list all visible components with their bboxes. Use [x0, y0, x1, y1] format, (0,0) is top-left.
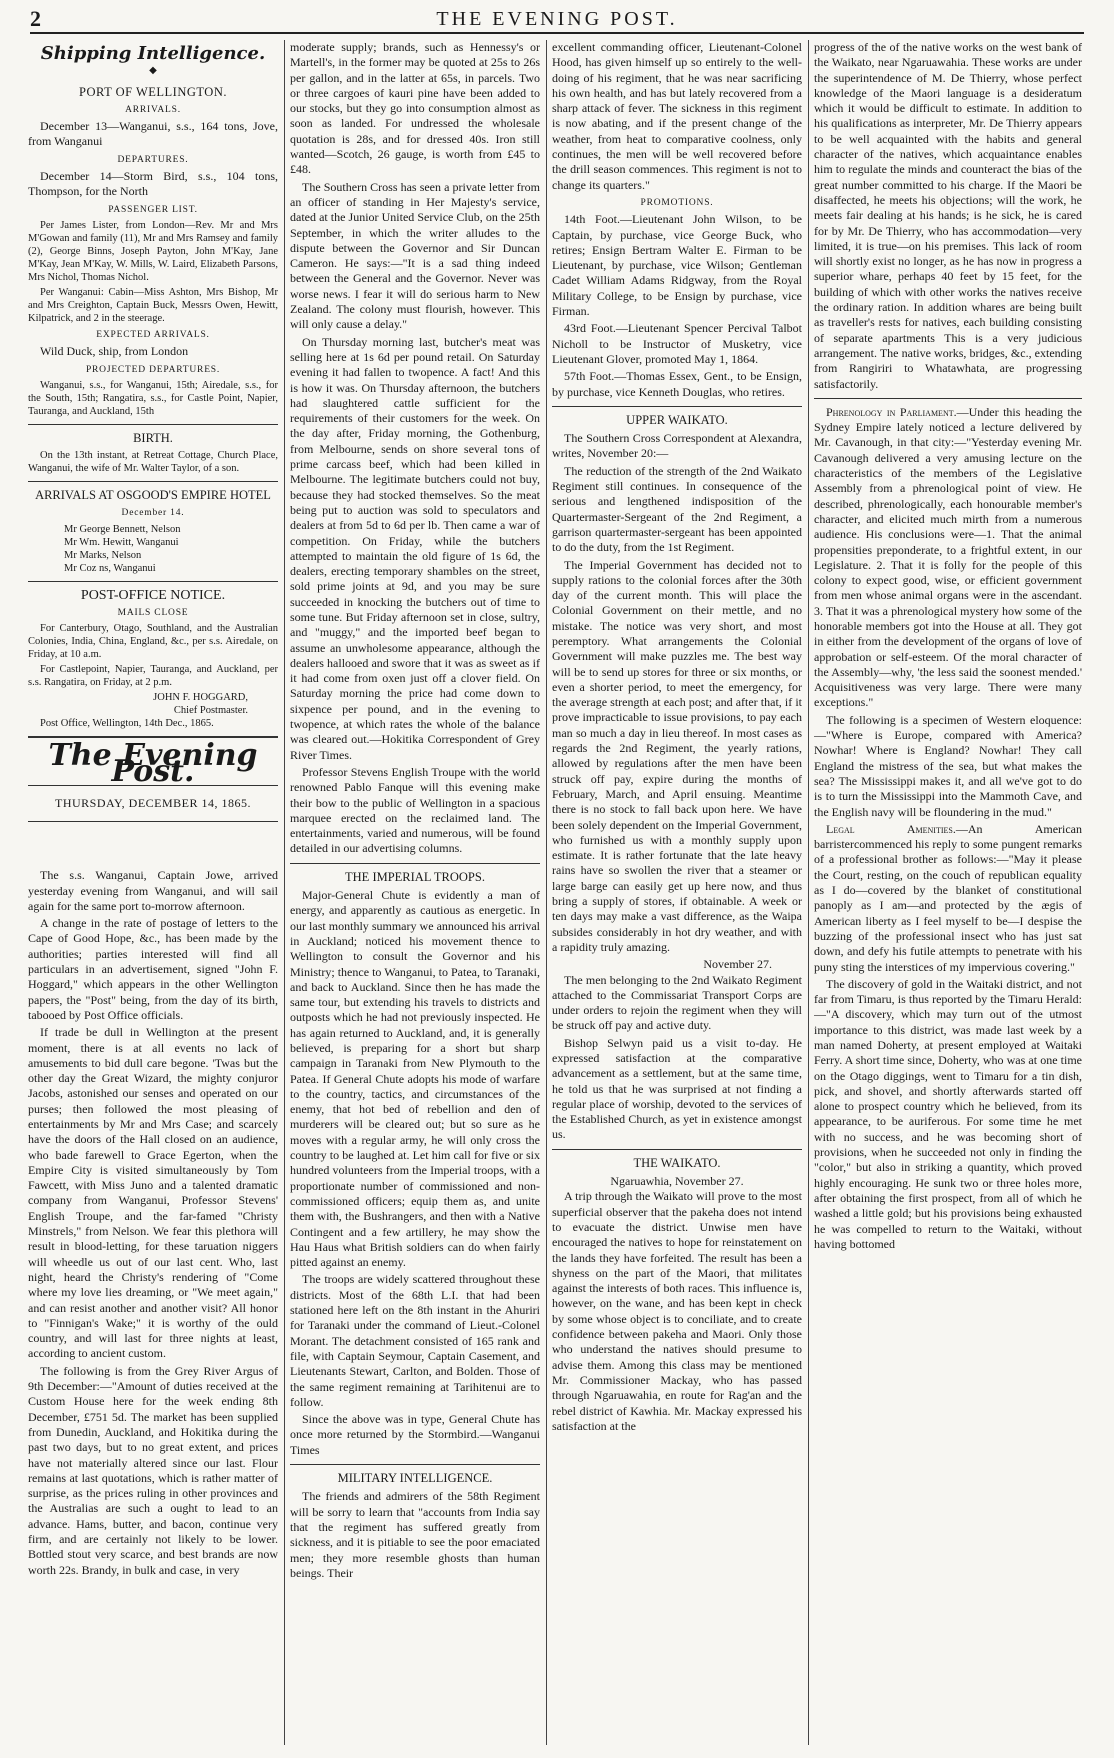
phrenology-label: Phrenology in Parliament.	[826, 404, 957, 419]
phrenology-text: —Under this heading the Sydney Empire lately noticed a lecture delivered by Mr. Cavanough, in that city:—"Yesterday evening Mr. Cavanough delivered a very amusing lecture on the characteristics of the members of the Legislative Assembly from a phrenological point of view. He described, phrenologically, each honourable member's character, and elicited much mirth from a numerous audience. His conclusions were—1. That the animal propensities preponderate, to a frightful extent, in our Legislature. 2. That it is folly for the people of this colony to expect good, wise, or efficient government from men whose animal organs were in the ascendant. 3. That it was a phrenological mystery how some of the honorable members got into the House at all. They got in either from the development of the organs of love of approbation or self-esteem. Of the moral character of the Assembly—why, 'the less said the soonest mended.' Acquisitiveness was very large. There were many exceptions."	[814, 404, 1082, 710]
article-paragraph: 57th Foot.—Thomas Essex, Gent., to be Ensign, by purchase, vice Kenneth Douglas, who retires.	[552, 369, 802, 399]
projected-text: Wanganui, s.s., for Wanganui, 15th; Airedale, s.s., for the South, 15th; Rangatira, s.s., for Castle Point, Napier, Tauranga, and Auckland, 15th	[28, 379, 278, 417]
article-paragraph: The s.s. Wanganui, Captain Jowe, arrived yesterday evening from Wanganui, and will sail again for the same port to-morrow afternoon.	[28, 868, 278, 913]
osgood-list	[28, 523, 278, 575]
article-paragraph: The friends and admirers of the 58th Regiment will be sorry to learn that "accounts from India say that the regiment has suffered greatly from sickness, and it is pitiable to see the poor emaciated men; they more resemble ghosts than human beings. Their	[290, 1489, 540, 1580]
birth-text: On the 13th instant, at Retreat Cottage, Church Place, Wanganui, the wife of Mr. Walter Taylor, of a son.	[28, 450, 278, 475]
divider	[28, 424, 278, 425]
arrivals-label: ARRIVALS.	[125, 104, 181, 115]
dateline: November 27.	[703, 957, 772, 972]
legal-text: —An American barristercommenced his reply to some pungent remarks of a professional brother as follows:—"May it please the Court, resting, on the couch of republican equality as I do—covered by the blanket of constitutional panoply as I am—and protected by the ægis of American liberty as I feel myself to be—I despise the buzzing of the professional insect who has just sat down, and defy his futile attempts to penetrate with his puny sting the interstices of my impervious covering."	[814, 821, 1082, 974]
projected-label: PROJECTED DEPARTURES.	[85, 364, 221, 375]
post-office-date: Post Office, Wellington, 14th Dec., 1865.	[40, 718, 214, 730]
list-item: Mr Marks, Nelson	[64, 549, 142, 561]
divider	[28, 821, 278, 822]
postoffice-heading: POST-OFFICE NOTICE.	[80, 587, 226, 603]
column-rule	[808, 40, 809, 1745]
column-rule	[546, 40, 547, 1745]
divider	[28, 581, 278, 582]
ornament-icon: ◆	[149, 65, 157, 77]
article-paragraph: 43rd Foot.—Lieutenant Spencer Percival Talbot Nicholl to be Instructor of Musketry, vice Lieutenant Glover, promoted May 1, 1864.	[552, 321, 802, 366]
article-paragraph: excellent commanding officer, Lieutenant-Colonel Hood, has given himself up so entirely to the well-doing of his regiment, that he was near sacrificing his own health, and has but lately recovered from a sharp attack of fever. The sickness in this regiment is now abating, and if the present change of the weather, from heat to comparative coolness, only continues, the men will be well recovered before the drill season commences. This regiment is not to change its quarters."	[552, 40, 802, 192]
passenger-text-2: Per Wanganui: Cabin—Miss Ashton, Mrs Bishop, Mr and Mrs Creighton, Captain Buck, Messrs Owen, Hewitt, Kilpatrick, and 2 in the steerage.	[28, 286, 278, 324]
upper-waikato-heading: UPPER WAIKATO.	[626, 412, 728, 427]
column-2	[290, 40, 540, 1745]
passenger-text: Per James Lister, from London—Rev. Mr and Mrs M'Gowan and family (11), Mr and Mrs Ramsey and family (2), George Binns, Joseph Payton, John M'Kay, Jane M'Kay, Jean M'Kay, W. Mills, W. Laird, Elizabeth Parsons, Mrs Nichol, Thomas Nichol.	[28, 219, 278, 283]
article-paragraph: Major-General Chute is evidently a man of energy, and apparently as cautious as energetic. In our last monthly summary we announced his arrival in Auckland; noticed his movement thence to Wellington to consult the Governor and his Ministry; thence to Wanganui, to Patea, to Taranaki, and back to Auckland. Since then he has made the same tour, but extending his travels to districts and outposts which he had not previously inspected. He has again returned to Auckland, and, it is generally believed, is preparing for a short but sharp campaign in Taranaki from New Plymouth to the Patea. If General Chute adopts his mode of warfare to the country, tactics, and circumstances of the enemy, that hot bed of rebellion and den of murderers will be cleared out; but so sure as he moves with a regular army, he will only cross the country to be laughed at. Let him call for five or six hundred volunteers from the Imperial troops, with a proportionate number of commissioned and non-commissioned officers; equip them as, and unite them with, the Bushrangers, and then with a Native Contingent and a few artillery, he may show the Hau Haus what British soldiers can do when fairly pitted against an enemy.	[290, 888, 540, 1270]
shipping-heading: Shipping Intelligence.	[40, 43, 266, 64]
divider	[814, 398, 1082, 399]
osgood-date: December 14.	[121, 508, 185, 519]
passenger-label: PASSENGER LIST.	[108, 204, 198, 215]
article-paragraph: Bishop Selwyn paid us a visit to-day. He expressed satisfaction at the comparative advancement as a settlement, but at the same time, he told us that he was surprised at not finding a regular place of worship, devoted to the services of the Established Church, as yet in existence amongst us.	[552, 1035, 802, 1142]
article-paragraph: progress of the of the native works on the west bank of the Waikato, near Ngaruawahia. These works are under the superintendence of M. De Thierry, whose perfect knowledge of the Maori language is a desideratum which it would be difficult to estimate. In addition to his qualifications as interpreter, Mr. De Thierry appears to be well acquainted with the habits and general character of the natives, which acquaintance enables him to regulate the minds and counteract the bias of the great number committed to his charge. If the Maori be disaffected, he meets his objections; will the work, he meets fair dealing at his hands; is he sick, he is cared for by Mr. De Thierry, who has accommodation—very limited, it is true—on his premises. This lack of room will shortly exist no longer, as he has now in progress a superior whare, perhaps 40 feet by 15 feet, for the building of which with other works the natives receive the ordinary ration. In addition whares are being built as traveller's rests for natives, each building consisting of separate apartments This is a very judicious arrangement. The native works, bridges, &c., extending from Rangiriri to Whatawhata, are progressing satisfactorily.	[814, 40, 1082, 391]
port-heading: PORT OF WELLINGTON.	[79, 84, 227, 99]
postmaster-title: Chief Postmaster.	[173, 705, 248, 717]
paper-title: The Evening Post.	[48, 738, 258, 789]
expected-label: EXPECTED ARRIVALS.	[96, 329, 210, 340]
postmaster-name: JOHN F. HOGGARD,	[153, 692, 248, 704]
article-paragraph: The following is from the Grey River Argus of 9th December:—"Amount of duties received at the Custom House here for the week ending 8th December, £751 5d. The market has been supplied from Dunedin, Auckland, and Hokitika during the past two days, but to no great extent, and prices have not materially altered since our last. Flour remains at last quotations, which is rather matter of surprise, as the prices ruling in other provinces and the Australias are such a ought to lead to an advance. Hams, butter, and bacon, continue very firm, and are certainly not likely to be lower. Bottled stout very scarce, and best brands are now worth 22s. Brandy, in bulk and case, in very	[28, 1363, 278, 1577]
legal-label: Legal Amenities.	[826, 821, 956, 836]
article-paragraph: A trip through the Waikato will prove to the most superficial observer that the pakeha does not intend to evacuate the district. Unwise men have encouraged the natives to hope for reinstatement on the lands they have forfeited. The result has been a shyness on the part of the Maori, that militates against the interests of both races. This influence is, however, on the wane, and has been kept in check by some whose object is to conciliate, and to create confidence between pakeha and Maori. Only those who understand the natives should presume to advise them. Among this class may be mentioned Mr. Commissioner Mackay, who has passed through Ngaruawahia, en route for Rag'an and the rebel district of Kawhia. Mr. Mackay expressed his satisfaction at the	[552, 1189, 802, 1433]
divider	[290, 863, 540, 864]
column-4	[814, 40, 1082, 1745]
article-paragraph: The Southern Cross Correspondent at Alexandra, writes, November 20:—	[552, 431, 802, 461]
article-paragraph: 14th Foot.—Lieutenant John Wilson, to be Captain, by purchase, vice George Buck, who retires; Ensign Bertram Walter E. Firman to be Lieutenant, by purchase, vice Wilson; Gentleman Cadet William Adams Ridgway, from the Royal Military College, to be Ensign by purchase, vice Firman.	[552, 212, 802, 319]
masthead	[30, 6, 1084, 34]
article-paragraph: The following is a specimen of Western eloquence:—"Where is Europe, compared with America? Nowhar! Where is England? Nowhar! They call England the mistress of the sea, but what makes the sea? The Mississippi makes it, and all we've got to do is to turn the Mississippi into the Mammoth Cave, and the English navy will be floundering in the mud."	[814, 712, 1082, 819]
departures-text: December 14—Storm Bird, s.s., 104 tons, Thompson, for the North	[28, 169, 278, 199]
list-item: Mr Coz ns, Wanganui	[64, 562, 156, 574]
article-paragraph: If trade be dull in Wellington at the present moment, there is at all events no lack of amusements to bid dull care begone. 'Twas but the other day the Great Wizard, the mighty conjuror Jacobs, astonished our senses and operated on our purses; then followed the most pleasing of entertainments by Mr and Mrs Case; and scarcely have the doors of the Hall closed on an audience, who bade farewell to Grace Egerton, when the Empire City is visited simultaneously by Tom Fawcett, with Miss Juno and a talented dramatic company from Wanganui, Professor Stevens' English Troupe, and the far-famed "Christy Minstrels," from Nelson. We fear this plethora will result in blood-letting, for these taruation niggers will wheedle us out of our last cent. Who, last night, heard the Christy's rendering of "Come where my love lies dreaming, or "We meet again," and can resist another and another visit? All honor to "Finnigan's Wake;" it is worthy of the ould country, and will last for three nights at least, according to ancient custom.	[28, 1025, 278, 1361]
column-rule	[284, 40, 285, 1745]
column-3	[552, 40, 802, 1745]
birth-heading: BIRTH.	[133, 430, 173, 445]
list-item: Mr George Bennett, Nelson	[64, 523, 181, 535]
article-paragraph: Professor Stevens English Troupe with the world renowned Pablo Fanque will this evening make their bow to the public of Wellington in a spacious marquee erected on the reclaimed land. The entertainments, varied and numerous, will be found detailed in our advertising columns.	[290, 764, 540, 856]
waikato-heading: THE WAIKATO.	[633, 1155, 721, 1170]
divider	[28, 481, 278, 482]
masthead-title: THE EVENING POST.	[436, 8, 678, 30]
article-paragraph: The reduction of the strength of the 2nd Waikato Regiment still continues. In consequence of the serious and lengthened indisposition of the Quartermaster-Sergeant of the 2nd Regiment, a garrison quartermaster-sergeant has been appointed to do the duty, from the 1st Regiment.	[552, 463, 802, 555]
divider	[552, 406, 802, 407]
article-paragraph: On Thursday morning last, butcher's meat was selling here at 1s 6d per pound retail. On Saturday evening it had fallen to twopence. A fact! And this is how it was. On Thursday afternoon, the butchers had slaughtered cattle sufficient for the requirements of their customers for the week. On the day after, Friday morning, the Gothenburg, from Melbourne, sends on shore several tons of prime carcass beef, which had been killed in Melbourne. The legitimate butchers could not buy, because they had stocked themselves. So the meat being put to auction was sold to speculators and dealers at from 5d to 6d per lb. Then came a war of competition. On Friday, while the butchers attempted to maintain the old figure of 1s 6d, the dealers, erecting temporary shambles on the street, sold prime joints at 9d, and you may be sure succeeded in knocking the butchers out of time to some tune. But Friday afternoon set in close, sultry, and "muggy," and the imported beef began to assume an unwholesome appearance, although the dealers hallooed and swore that it was as sweet as if it had come from oxen just off a clover field. On Saturday morning the price had come down to sixpence per pound, and in the evening to twopence, at which rates the whole of the balance was cleared out.—Hokitika Correspondent of Grey River Times.	[290, 334, 540, 762]
article-paragraph: A change in the rate of postage of letters to the Cape of Good Hope, &c., has been made by the authorities; parties interested will find all particulars in an advertisement, signed "John F. Hoggard," which appears in the other Wellington papers, the "Post" being, from the day of its birth, tabooed by Post Office officials.	[28, 916, 278, 1022]
article-paragraph: The Southern Cross has seen a private letter from an officer of standing in Her Majesty's service, dated at the Junior United Service Club, on the 25th September, in which the writer alludes to the dispute between the Governor and Sir Duncan Cameron. He says:—"It is a sad thing indeed between the General and the Governor. Never was worse news. I fear it will do serious harm to New Zealand. The colony must flourish, however. This will only cause a delay."	[290, 179, 540, 332]
mails-label: MAILS CLOSE	[117, 608, 189, 619]
departures-label: DEPARTURES.	[117, 154, 189, 165]
article-paragraph: The Imperial Government has decided not to supply rations to the colonial forces after the 30th day of the current month. This will place the Colonial Government on their mettle, and no mistake. The notice was very short, and most peremptory. What arrangements the Colonial Government will make puzzles me. The best way will be to send up stores for three or six months, or even a shorter period, to meet the emergency, for the average strength at each post; and after that, if it prove impracticable to issue provisions, to pay each man so much a day in lieu thereof. In most cases as regards the 2nd Regiment, the yearly rations, allowed by regulations after the men have been struck off pay, expire during the months of February, March, and April ensuing. Meantime there is no stock to fall back upon here. We have been solely dependent on the Imperial Government, who furnished us with a monthly supply upon estimate. It is rather fortunate that the late heavy rains have so swollen the river that a steamer or large barge can easily get up here now, and thus bring a supply of stores, if obtainable. A week or ten days may make a vast difference, as the Waipa subsides considerably in hot dry weather, and with a rapidity truly amazing.	[552, 557, 802, 954]
expected-text: Wild Duck, ship, from London	[40, 344, 189, 359]
arrivals-text: December 13—Wanganui, s.s., 164 tons, Jove, from Wanganui	[28, 119, 278, 149]
issue-date: THURSDAY, DECEMBER 14, 1865.	[54, 795, 252, 810]
dateline: Ngaruawhia, November 27.	[610, 1174, 744, 1189]
column-1	[28, 40, 278, 1745]
page-number: 2	[30, 6, 41, 31]
list-item: Mr Wm. Hewitt, Wanganui	[64, 536, 179, 548]
promotions-label: PROMOTIONS.	[640, 197, 714, 208]
military-heading: MILITARY INTELLIGENCE.	[337, 1471, 493, 1486]
article-paragraph: Since the above was in type, General Chute has once more returned by the Stormbird.—Wanganui Times	[290, 1412, 540, 1457]
mails-text-2: For Castlepoint, Napier, Tauranga, and Auckland, per s.s. Rangatira, on Friday, at 2 p.m.	[28, 664, 278, 689]
article-paragraph: The troops are widely scattered throughout these districts. Most of the 68th L.I. that had been stationed here left on the 8th instant in the Ahuriri for Taranaki under the command of Lieut.-Colonel Morant. The detachment consisted of 165 rank and file, with Captain Seymour, Captain Casement, and Lieutenants Stewart, Carlton, and Bolden. Those of the same regiment remaining at Tarihitenui are to follow.	[290, 1272, 540, 1409]
article-paragraph: The men belonging to the 2nd Waikato Regiment attached to the Commissariat Transport Corps are under orders to rejoin the regiment when they will be struck off pay and active duty.	[552, 972, 802, 1033]
article-paragraph: moderate supply; brands, such as Hennessy's or Martell's, in the former may be quoted at 25s to 26s per gallon, and in the latter at 65s, in parcels. Two or three cargoes of kauri pine have been added to our stocks, but they go into consumption almost as soon as landed. For undressed the wholesale quotation is 28s, and for dressed 40s. Iron still wanted—Scotch, 26 gauge, is worth from £45 to £48.	[290, 40, 540, 177]
troops-heading: THE IMPERIAL TROOPS.	[345, 869, 485, 884]
divider	[552, 1149, 802, 1150]
divider	[290, 1464, 540, 1465]
mails-text-1: For Canterbury, Otago, Southland, and the Australian Colonies, India, China, England, &c., per s.s. Airedale, on Friday, at 10 a.m.	[28, 623, 278, 661]
osgood-heading: ARRIVALS AT OSGOOD'S EMPIRE HOTEL	[35, 488, 271, 503]
article-paragraph: The discovery of gold in the Waitaki district, and not far from Timaru, is thus reported by the Timaru Herald:—"A discovery, which may turn out of the utmost importance to this district, was made last week by a man named Doherty, at present employed at Waitaki Ferry. A short time since, Doherty, who was at one time on the Otago diggings, went to Timaru for a tin dish, pick, and shovel, and shortly afterwards started off alone to prospect country which he believed, from its appearance, to be auriferous. For some time he met with no success, and he was becoming short of provisions, when he succeeded not only in finding the "color," but also in striking a quantity, which proved highly encouraging. He sunk two or three holes more, after obtaining the first prospect, from all of which he washed a little gold; but his provisions being exhausted he was compelled to return to the Waitaki, without having bottomed	[814, 976, 1082, 1251]
